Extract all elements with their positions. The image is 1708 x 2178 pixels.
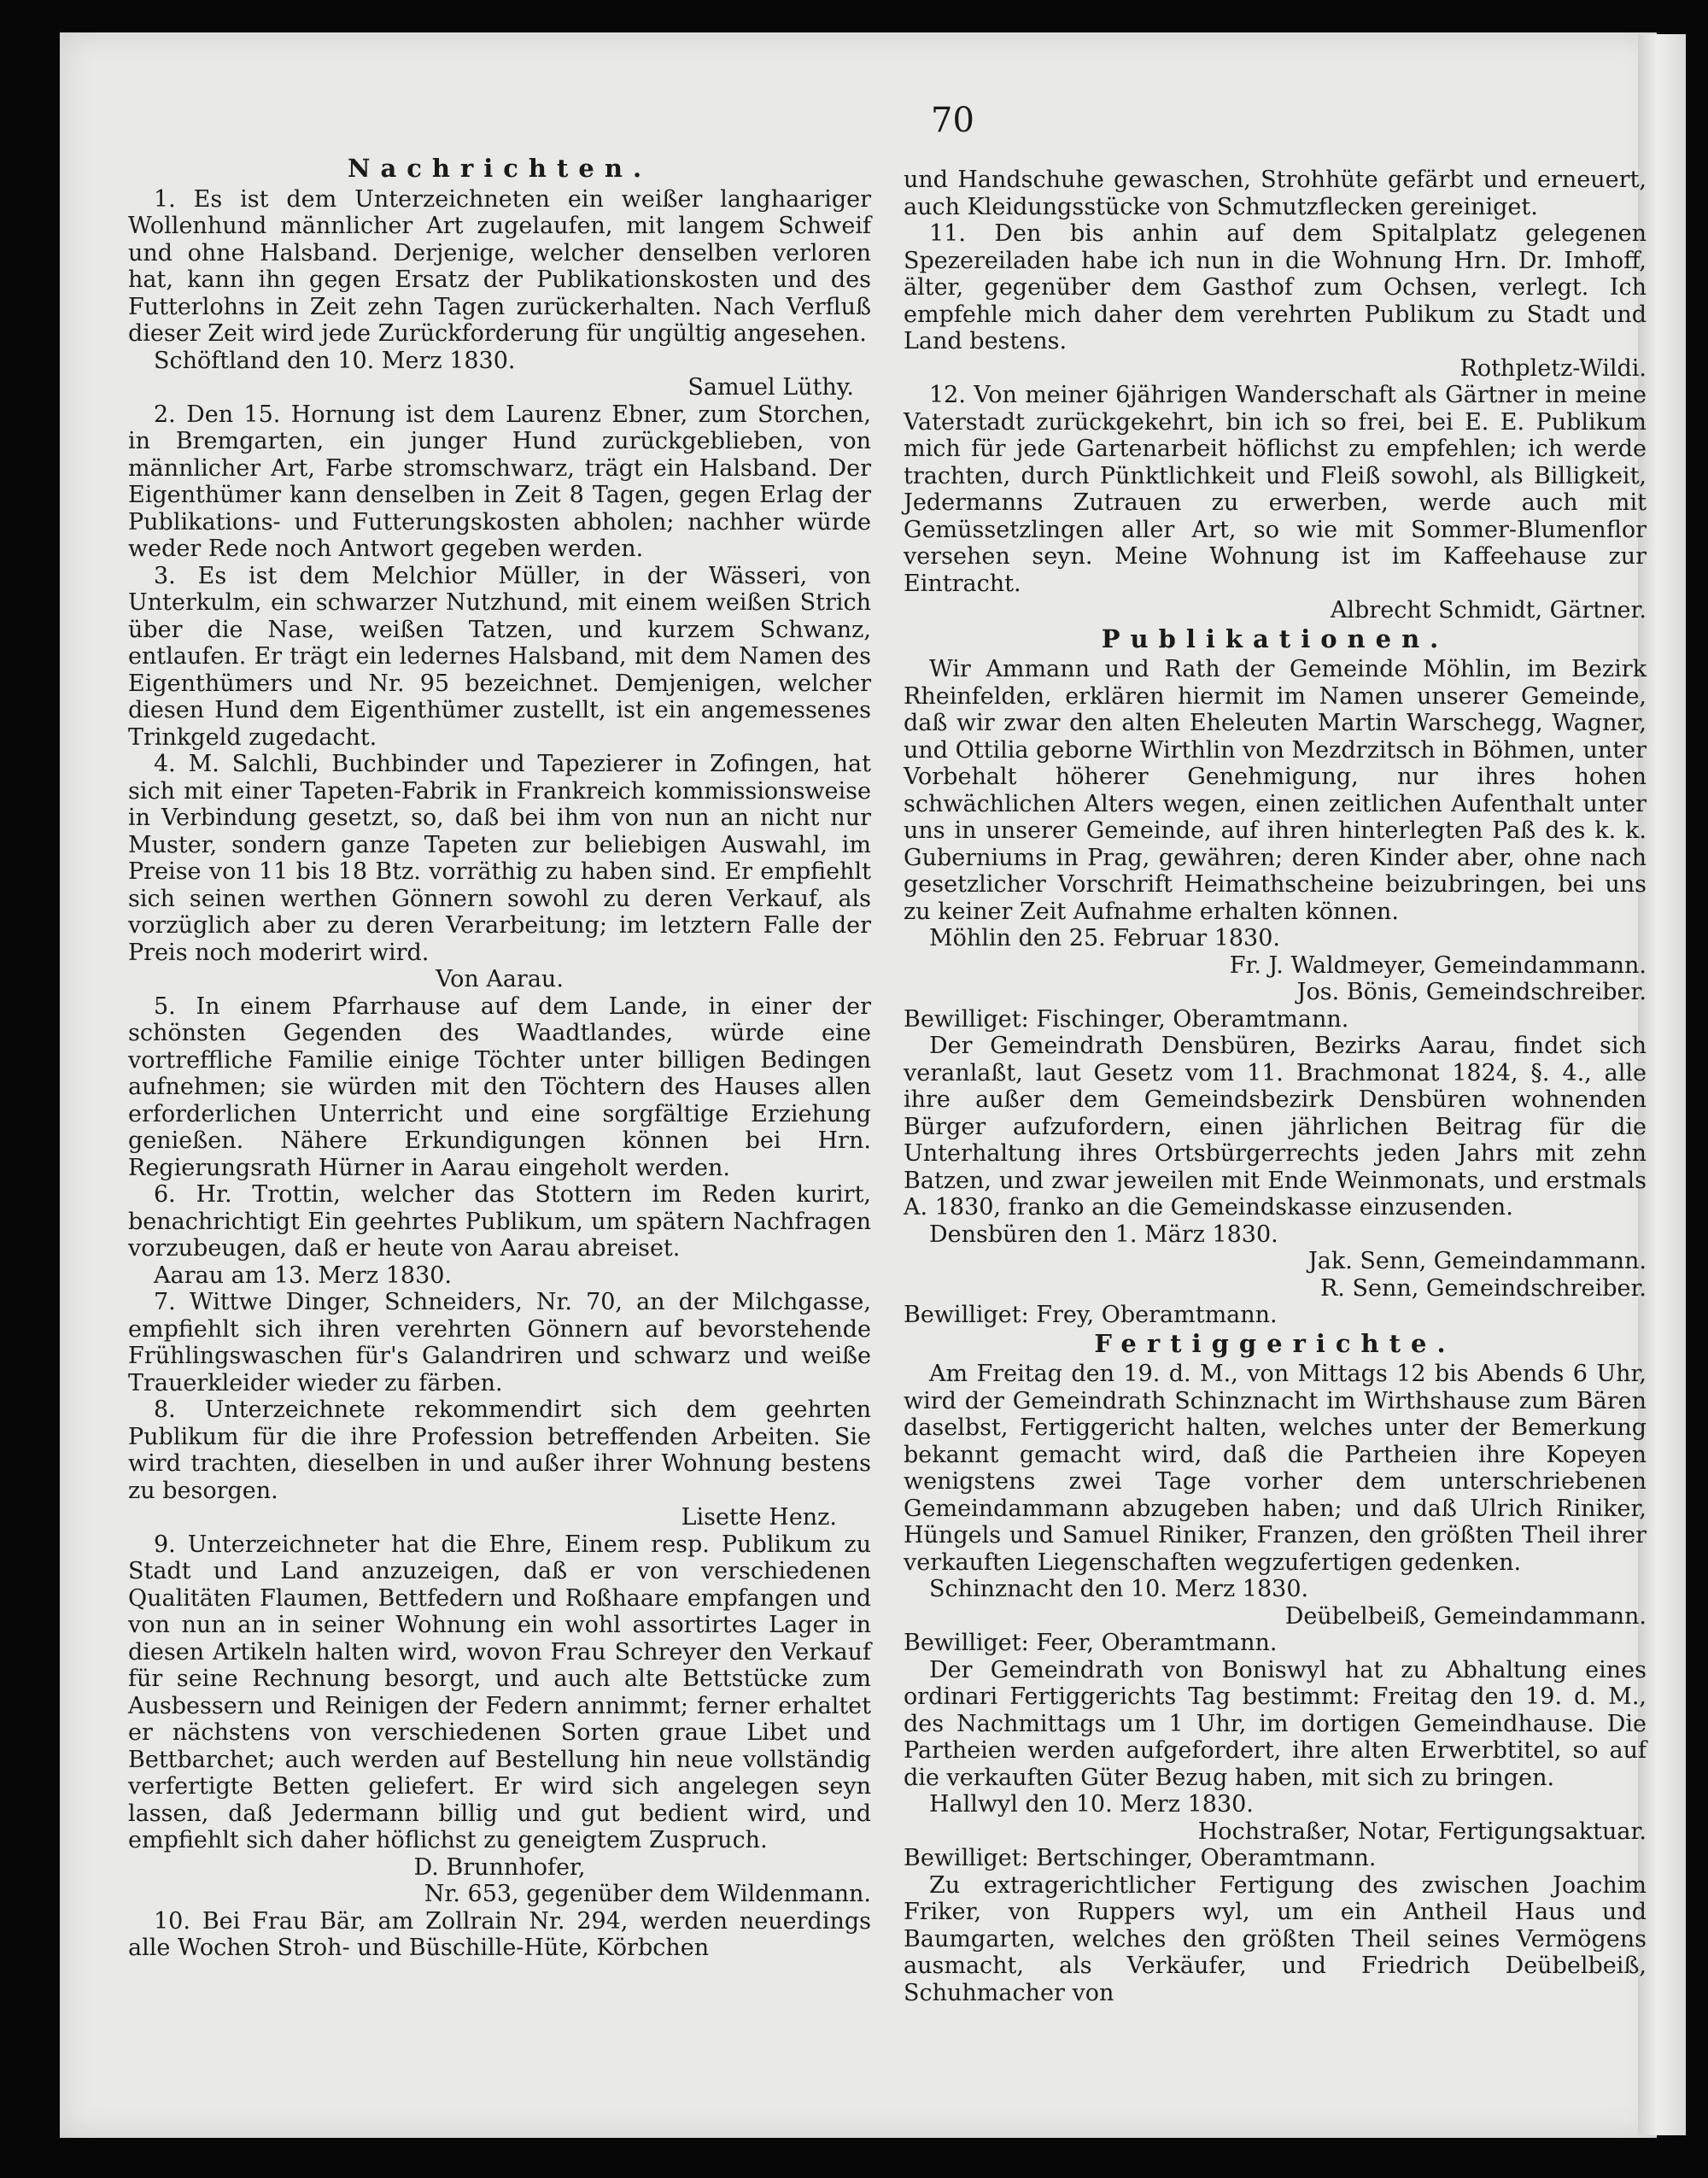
fertiggericht-1: Am Freitag den 19. d. M., von Mittags 12 bis Abends 6 Uhr, wird der Gemeindrath Schinznacht im Wirthshause zum Bären daselbst, Fertiggericht halten, welches unter der Bemerkung bekannt gemacht wird, daß die Partheien ihre Kopeyen wenigstens zwei Tage vorher dem unterschriebenen Gemeindammann abzugeben haben; und daß Ulrich Riniker, Hüngels und Samuel Riniker, Franzen, den größten Theil ihrer verkauften Liegenschaften wegzufertigen gedenken. — [904, 1361, 1647, 1576]
right-column — [904, 167, 1647, 2006]
notice-1: 1. Es ist dem Unterzeichneten ein weißer langhaariger Wollenhund männlicher Art zugelaufen, mit langem Schweif und ohne Halsband. Derjenige, welcher denselben verloren hat, kann ihn gegen Ersatz der Publikationskosten und des Futterlohns in Zeit zehn Tagen zurückerhalten. Nach Verfluß dieser Zeit wird jede Zurückforderung für ungültig angesehen. — [128, 185, 871, 347]
subheading-von-aarau: Von Aarau. — [436, 966, 564, 992]
notice-6-place: Aarau am 13. Merz 1830. — [154, 1262, 453, 1289]
notice-11: 11. Den bis anhin auf dem Spitalplatz gelegenen Spezereiladen habe ich nun in die Wohnung Hrn. Dr. Imhoff, älter, gegenüber dem Gasthof zum Ochsen, verlegt. Ich empfehle mich daher dem verehrten Publikum zu Stadt und Land bestens. — [904, 220, 1647, 354]
notice-11-signature: Rothpletz-Wildi. — [1459, 354, 1647, 382]
fertiggericht-2: Der Gemeindrath von Boniswyl hat zu Abhaltung eines ordinari Fertiggerichts Tag bestimmt: Freitag den 19. d. M., des Nachmittags um 1 Uhr, im dortigen Gemeindhause. Die Partheien werden aufgefordert, ihre alten Erwerbtitel, so auf die verkauften Güter Bezug haben, mit sich zu bringen. — [904, 1656, 1647, 1791]
notice-10: 10. Bei Frau Bär, am Zollrain Nr. 294, werden neuerdings alle Wochen Stroh- und Büschille-Hüte, Körbchen — [128, 1907, 871, 1961]
publication-2-signature-1: Jak. Senn, Gemeindammann. — [1307, 1248, 1647, 1274]
page-number: 70 — [931, 101, 974, 140]
fertiggericht-2-place: Hallwyl den 10. Merz 1830. — [929, 1791, 1254, 1818]
publication-1-signature-1: Fr. J. Waldmeyer, Gemeindammann. — [1229, 951, 1647, 979]
notice-9: 9. Unterzeichneter hat die Ehre, Einem resp. Publikum zu Stadt und Land anzuzeigen, daß er von verschiedenen Qualitäten Flaumen, Bettfedern und Roßhaare empfangen und von nun an in seiner Wohnung ein wohl assortirtes Lager in diesen Artikeln halten wird, wovon Frau Schreyer den Verkauf für seine Rechnung besorgt, und auch alte Bettstücke zum Ausbessern und Reinigen der Federn annimmt; ferner erhaltet er nächstens von verschiedenen Sorten graue Libet und Bettbarchet; auch werden auf Bestellung hin neue vollständig verfertigte Betten geliefert. Er wird sich angelegen seyn lassen, daß Jedermann billig und gut bedient wird, und empfiehlt sich daher höflichst zu geneigtem Zuspruch. — [128, 1531, 871, 1853]
publication-2: Der Gemeindrath Densbüren, Bezirks Aarau, findet sich veranlaßt, laut Gesetz vom 11. Brachmonat 1824, §. 4., alle ihre außer dem Gemeindsbezirk Densbüren wohnenden Bürger aufzufordern, einen jährlichen Beitrag für die Unterhaltung ihres Ortsbürgerrechts jeden Jahrs mit zehn Batzen, und zwar jeweilen mit Ende Weinmonats, und erstmals A. 1830, franko an die Gemeindskasse einzusenden. — [904, 1033, 1647, 1221]
notice-9-address: Nr. 653, gegenüber dem Wildenmann. — [424, 1881, 871, 1907]
notice-2: 2. Den 15. Hornung ist dem Laurenz Ebner, zum Storchen, in Bremgarten, ein junger Hund zurückgeblieben, von männlicher Art, Farbe stromschwarz, trägt ein Halsband. Der Eigenthümer kann denselben in Zeit 8 Tagen, gegen Erlag der Publikations- und Futterungskosten abholen; nachher würde weder Rede noch Antwort gegeben werden. — [128, 401, 871, 562]
notice-6: 6. Hr. Trottin, welcher das Stottern im Reden kurirt, benachrichtigt Ein geehrtes Publikum, um spätern Nachfragen vorzubeugen, daß er heute von Aarau abreiset. — [128, 1181, 871, 1262]
publication-1-signature-2: Jos. Bönis, Gemeindschreiber. — [1296, 979, 1647, 1005]
publication-1: Wir Ammann und Rath der Gemeinde Möhlin, im Bezirk Rheinfelden, erklären hiermit im Namen unserer Gemeinde, daß wir zwar den alten Eheleuten Martin Warschegg, Wagner, und Ottilia geborne Wirthlin von Mezdrzitsch in Böhmen, unter Vorbehalt höherer Genehmigung, nur ihres hohen schwächlichen Alters wegen, einen zeitlichen Aufenthalt unter uns in unserer Gemeinde, auf ihren hinterlegten Paß des k. k. Guberniums in Prag, gewähren; deren Kinder aber, ohne nach gesetzlicher Vorschrift Heimathscheine beizubringen, bei uns zu keiner Zeit Aufnahme erhalten können. — [904, 656, 1647, 925]
fertiggericht-3: Zu extragerichtlicher Fertigung des zwischen Joachim Friker, von Ruppers wyl, um ein Antheil Haus und Baumgarten, welches den größten Theil seines Vermögens ausmacht, als Verkäufer, und Friedrich Deübelbeiß, Schuhmacher von — [904, 1871, 1647, 2006]
fertiggericht-1-approval: Bewilliget: Feer, Oberamtmann. — [904, 1630, 1278, 1656]
notice-1-signature: Samuel Lüthy. — [687, 374, 854, 401]
notice-12: 12. Von meiner 6jährigen Wanderschaft als Gärtner in meine Vaterstadt zurückgekehrt, bin ich so frei, bei E. E. Publikum mich für jede Gartenarbeit höflichst zu empfehlen; ich werde trachten, durch Pünktlichkeit und Fleiß sowohl, als Billigkeit, Jedermanns Zutrauen zu erwerben, werde auch mit Gemüssetzlingen aller Art, so wie mit Sommer-Blumenflor versehen seyn. Meine Wohnung ist im Kaffeehause zur Eintracht. — [904, 382, 1647, 597]
fertiggericht-2-signature: Hochstraßer, Notar, Fertigungsaktuar. — [1197, 1818, 1647, 1845]
notice-12-signature: Albrecht Schmidt, Gärtner. — [1330, 597, 1647, 624]
notice-1-place: Schöftland den 10. Merz 1830. — [154, 347, 516, 374]
publication-1-approval: Bewilliget: Fischinger, Oberamtmann. — [904, 1005, 1349, 1033]
notice-9-signature: D. Brunnhofer, — [413, 1853, 586, 1881]
section-heading-fertiggerichte: Fertiggerichte. — [1094, 1328, 1456, 1358]
notice-10-continued: und Handschuhe gewaschen, Strohhüte gefärbt und erneuert, auch Kleidungsstücke von Schmutzflecken gereiniget. — [904, 167, 1647, 220]
publication-2-approval: Bewilliget: Frey, Oberamtmann. — [904, 1302, 1278, 1328]
notice-3: 3. Es ist dem Melchior Müller, in der Wässeri, von Unterkulm, ein schwarzer Nutzhund, mit einem weißen Strich über die Nase, weißen Tatzen, und kurzem Schwanz, entlaufen. Er trägt ein ledernes Halsband, mit dem Namen des Eigenthümers und Nr. 95 bezeichnet. Demjenigen, welcher diesen Hund dem Eigenthümer zustellt, ist ein angemessenes Trinkgeld zugedacht. — [128, 562, 871, 751]
section-heading-nachrichten: Nachrichten. — [347, 154, 652, 183]
notice-8: 8. Unterzeichnete rekommendirt sich dem geehrten Publikum für die ihre Profession betreffenden Arbeiten. Sie wird trachten, dieselben in und außer ihrer Wohnung bestens zu besorgen. — [128, 1396, 871, 1504]
publication-2-signature-2: R. Senn, Gemeindschreiber. — [1319, 1274, 1647, 1302]
section-heading-publikationen: Publikationen. — [1101, 624, 1449, 653]
fertiggericht-1-place: Schinznacht den 10. Merz 1830. — [929, 1576, 1309, 1602]
notice-7: 7. Wittwe Dinger, Schneiders, Nr. 70, an der Milchgasse, empfiehlt sich ihren verehrten Gönnern auf bevorstehende Frühlingswaschen für's Galandriren und schwarz und weiße Trauerkleider wieder zu färben. — [128, 1289, 871, 1396]
notice-8-signature: Lisette Henz. — [681, 1504, 837, 1531]
fertiggericht-1-signature: Deübelbeiß, Gemeindammann. — [1284, 1602, 1647, 1630]
fertiggericht-2-approval: Bewilliget: Bertschinger, Oberamtmann. — [904, 1845, 1377, 1871]
left-column — [128, 154, 871, 1962]
publication-2-place: Densbüren den 1. März 1830. — [929, 1221, 1278, 1248]
notice-4: 4. M. Salchli, Buchbinder und Tapezierer in Zofingen, hat sich mit einer Tapeten-Fabrik in Frankreich kommissionsweise in Verbindung gesetzt, so, daß bei ihm von nun an nicht nur Muster, sondern ganze Tapeten zur beliebigen Auswahl, im Preise von 11 bis 18 Btz. vorräthig zu haben sind. Er empfiehlt sich seinen werthen Gönnern sowohl zu deren Verkauf, als vorzüglich aber zu deren Verarbeitung; im letztern Falle der Preis noch moderirt wird. — [128, 751, 871, 966]
publication-1-place: Möhlin den 25. Februar 1830. — [929, 925, 1280, 951]
notice-5: 5. In einem Pfarrhause auf dem Lande, in einer der schönsten Gegenden des Waadtlandes, würde eine vortreffliche Familie einige Töchter unter billigen Bedingen aufnehmen; sie würden mit den Töchtern des Hauses allen erforderlichen Unterricht und eine sorgfältige Erziehung genießen. Nähere Erkundigungen können bei Hrn. Regierungsrath Hürner in Aarau eingeholt werden. — [128, 992, 871, 1181]
